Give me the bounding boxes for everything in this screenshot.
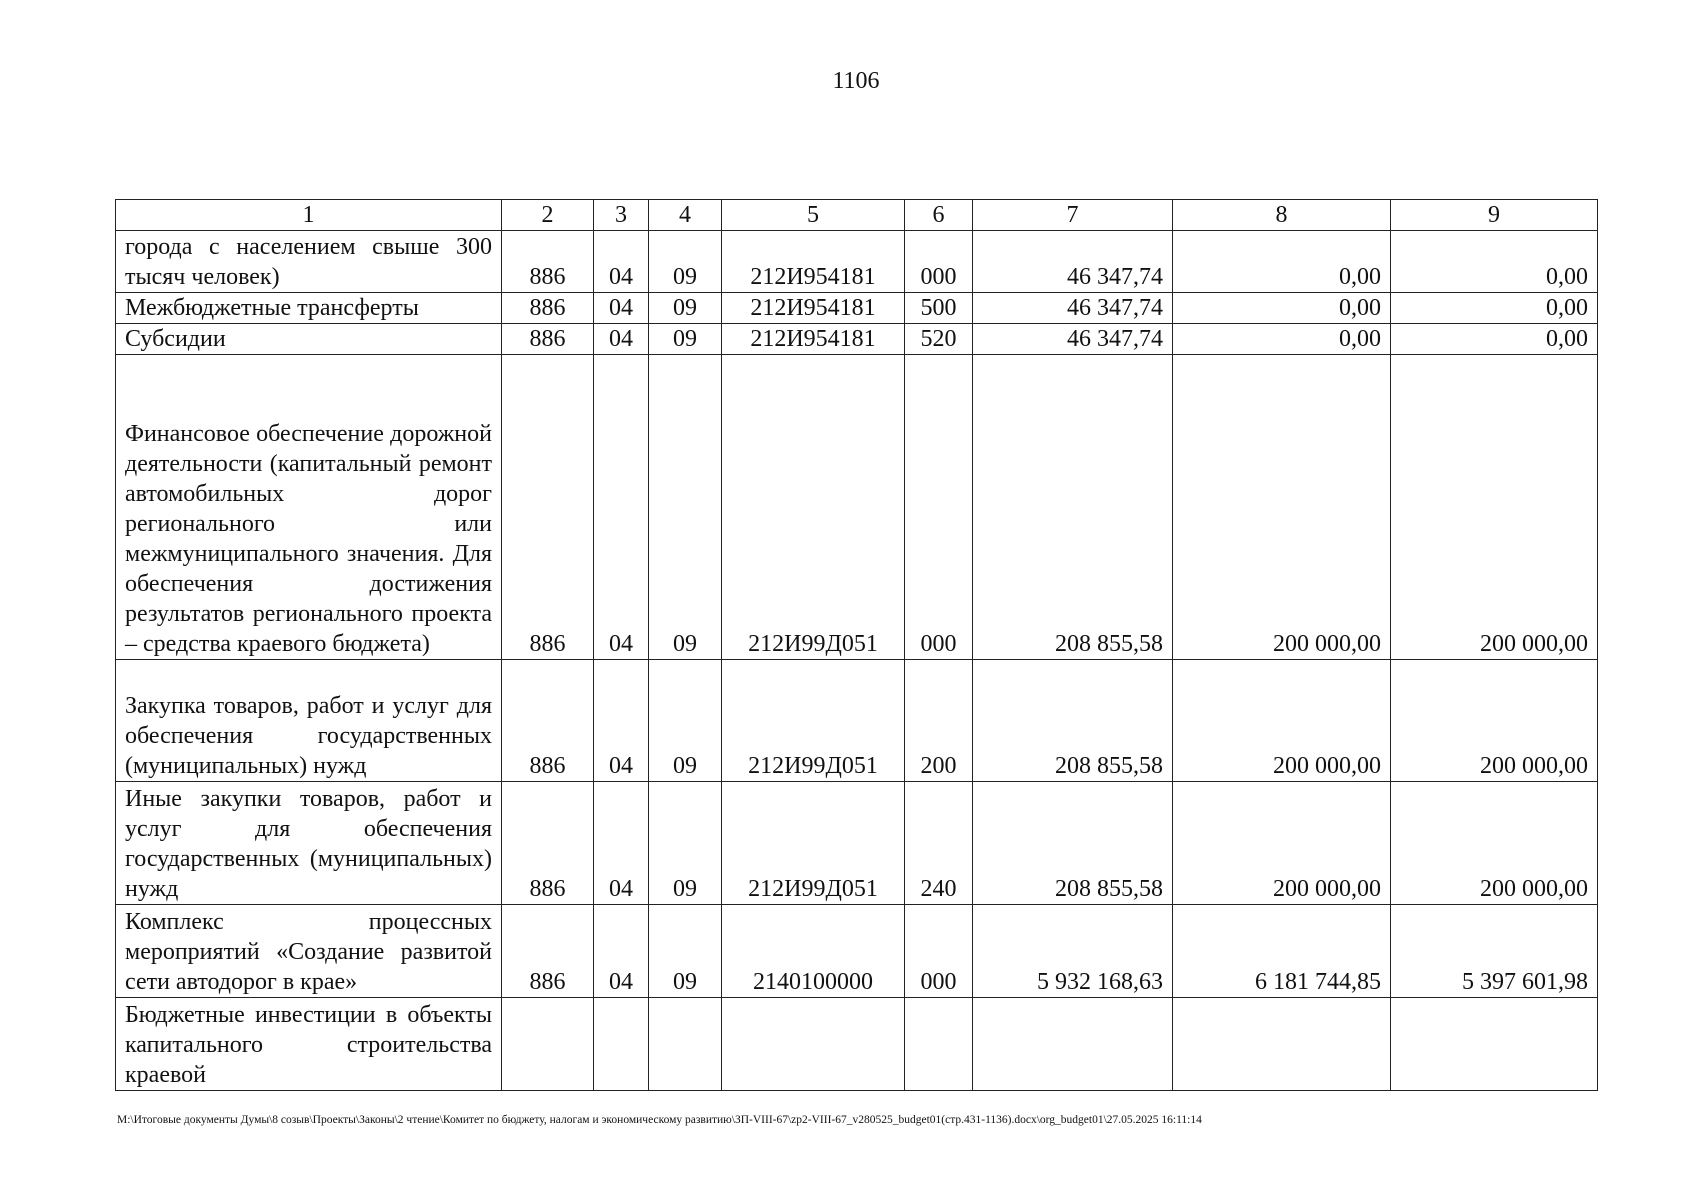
row-name: Закупка товаров, работ и услуг для обеспечения государственных (муниципальных) нужд — [116, 660, 502, 782]
cell-code: 886 — [502, 660, 594, 782]
cell-subsection: 09 — [649, 324, 722, 355]
cell-expense-type: 240 — [905, 782, 973, 905]
cell-amount-9: 0,00 — [1391, 293, 1598, 324]
cell-amount-8 — [1173, 998, 1391, 1091]
cell-expense-type: 200 — [905, 660, 973, 782]
row-name: Иные закупки товаров, работ и услуг для обеспечения государственных (муниципальных) нужд — [116, 782, 502, 905]
table-row — [116, 324, 1598, 355]
cell-amount-7: 46 347,74 — [973, 324, 1173, 355]
row-name: Комплекс процессных мероприятий «Создание развитой сети автодорог в крае» — [116, 905, 502, 998]
cell-code: 886 — [502, 324, 594, 355]
cell-subsection: 09 — [649, 355, 722, 660]
table-row — [116, 998, 1598, 1091]
cell-target-article: 212И99Д051 — [722, 660, 905, 782]
cell-subsection: 09 — [649, 660, 722, 782]
column-header: 5 — [722, 200, 905, 231]
cell-section: 04 — [594, 660, 649, 782]
column-header: 7 — [973, 200, 1173, 231]
row-name: Межбюджетные трансферты — [116, 293, 502, 324]
table-row — [116, 660, 1598, 782]
cell-expense-type: 520 — [905, 324, 973, 355]
cell-amount-9: 200 000,00 — [1391, 782, 1598, 905]
table-row — [116, 782, 1598, 905]
cell-amount-9 — [1391, 998, 1598, 1091]
budget-table — [115, 199, 1598, 1091]
cell-amount-8: 0,00 — [1173, 293, 1391, 324]
cell-code: 886 — [502, 782, 594, 905]
row-name: Субсидии — [116, 324, 502, 355]
cell-expense-type — [905, 998, 973, 1091]
cell-code: 886 — [502, 231, 594, 293]
cell-subsection — [649, 998, 722, 1091]
cell-target-article: 2140100000 — [722, 905, 905, 998]
cell-amount-9: 0,00 — [1391, 324, 1598, 355]
table-header-row — [116, 200, 1598, 231]
cell-amount-8: 200 000,00 — [1173, 660, 1391, 782]
column-header: 1 — [116, 200, 502, 231]
cell-target-article: 212И954181 — [722, 293, 905, 324]
column-header: 3 — [594, 200, 649, 231]
column-header: 9 — [1391, 200, 1598, 231]
cell-amount-7 — [973, 998, 1173, 1091]
column-header: 2 — [502, 200, 594, 231]
cell-expense-type: 000 — [905, 355, 973, 660]
cell-expense-type: 000 — [905, 231, 973, 293]
cell-code: 886 — [502, 355, 594, 660]
cell-amount-7: 46 347,74 — [973, 231, 1173, 293]
cell-section: 04 — [594, 231, 649, 293]
row-name: города с населением свыше 300 тысяч человек) — [116, 231, 502, 293]
cell-amount-9: 200 000,00 — [1391, 355, 1598, 660]
column-header: 6 — [905, 200, 973, 231]
table-row — [116, 293, 1598, 324]
cell-section: 04 — [594, 782, 649, 905]
cell-code: 886 — [502, 905, 594, 998]
cell-code — [502, 998, 594, 1091]
cell-amount-8: 200 000,00 — [1173, 355, 1391, 660]
cell-expense-type: 000 — [905, 905, 973, 998]
cell-amount-7: 208 855,58 — [973, 660, 1173, 782]
cell-target-article: 212И954181 — [722, 324, 905, 355]
cell-amount-8: 6 181 744,85 — [1173, 905, 1391, 998]
table-row — [116, 905, 1598, 998]
cell-section — [594, 998, 649, 1091]
cell-amount-9: 0,00 — [1391, 231, 1598, 293]
row-name: Бюджетные инвестиции в объекты капитального строительства краевой — [116, 998, 502, 1091]
cell-amount-9: 200 000,00 — [1391, 660, 1598, 782]
cell-subsection: 09 — [649, 231, 722, 293]
cell-amount-8: 0,00 — [1173, 324, 1391, 355]
cell-target-article: 212И99Д051 — [722, 782, 905, 905]
column-header: 8 — [1173, 200, 1391, 231]
cell-amount-7: 5 932 168,63 — [973, 905, 1173, 998]
footer-file-path: M:\Итоговые документы Думы\8 созыв\Проекты\Законы\2 чтение\Комитет по бюджету, налогам и экономическому развитию\ЗП-VIII-67\zp2-VIII-67_v280525_budget01(стр.431-1136).docx\org_budget01\27.05.2025 16:11:14 — [117, 1114, 1202, 1126]
cell-target-article: 212И954181 — [722, 231, 905, 293]
row-name: Финансовое обеспечение дорожной деятельности (капитальный ремонт автомобильных дорог регионального или межмуниципального значения. Для обеспечения достижения результатов регионального проекта – средства краевого бюджета) — [116, 355, 502, 660]
cell-section: 04 — [594, 355, 649, 660]
cell-amount-8: 200 000,00 — [1173, 782, 1391, 905]
table-row — [116, 355, 1598, 660]
cell-subsection: 09 — [649, 905, 722, 998]
cell-section: 04 — [594, 324, 649, 355]
cell-subsection: 09 — [649, 782, 722, 905]
cell-amount-7: 46 347,74 — [973, 293, 1173, 324]
cell-subsection: 09 — [649, 293, 722, 324]
cell-expense-type: 500 — [905, 293, 973, 324]
cell-amount-7: 208 855,58 — [973, 782, 1173, 905]
cell-amount-9: 5 397 601,98 — [1391, 905, 1598, 998]
cell-code: 886 — [502, 293, 594, 324]
cell-section: 04 — [594, 293, 649, 324]
cell-target-article — [722, 998, 905, 1091]
cell-target-article: 212И99Д051 — [722, 355, 905, 660]
cell-amount-8: 0,00 — [1173, 231, 1391, 293]
cell-section: 04 — [594, 905, 649, 998]
page-number: 1106 — [832, 68, 880, 94]
cell-amount-7: 208 855,58 — [973, 355, 1173, 660]
table-row — [116, 231, 1598, 293]
column-header: 4 — [649, 200, 722, 231]
